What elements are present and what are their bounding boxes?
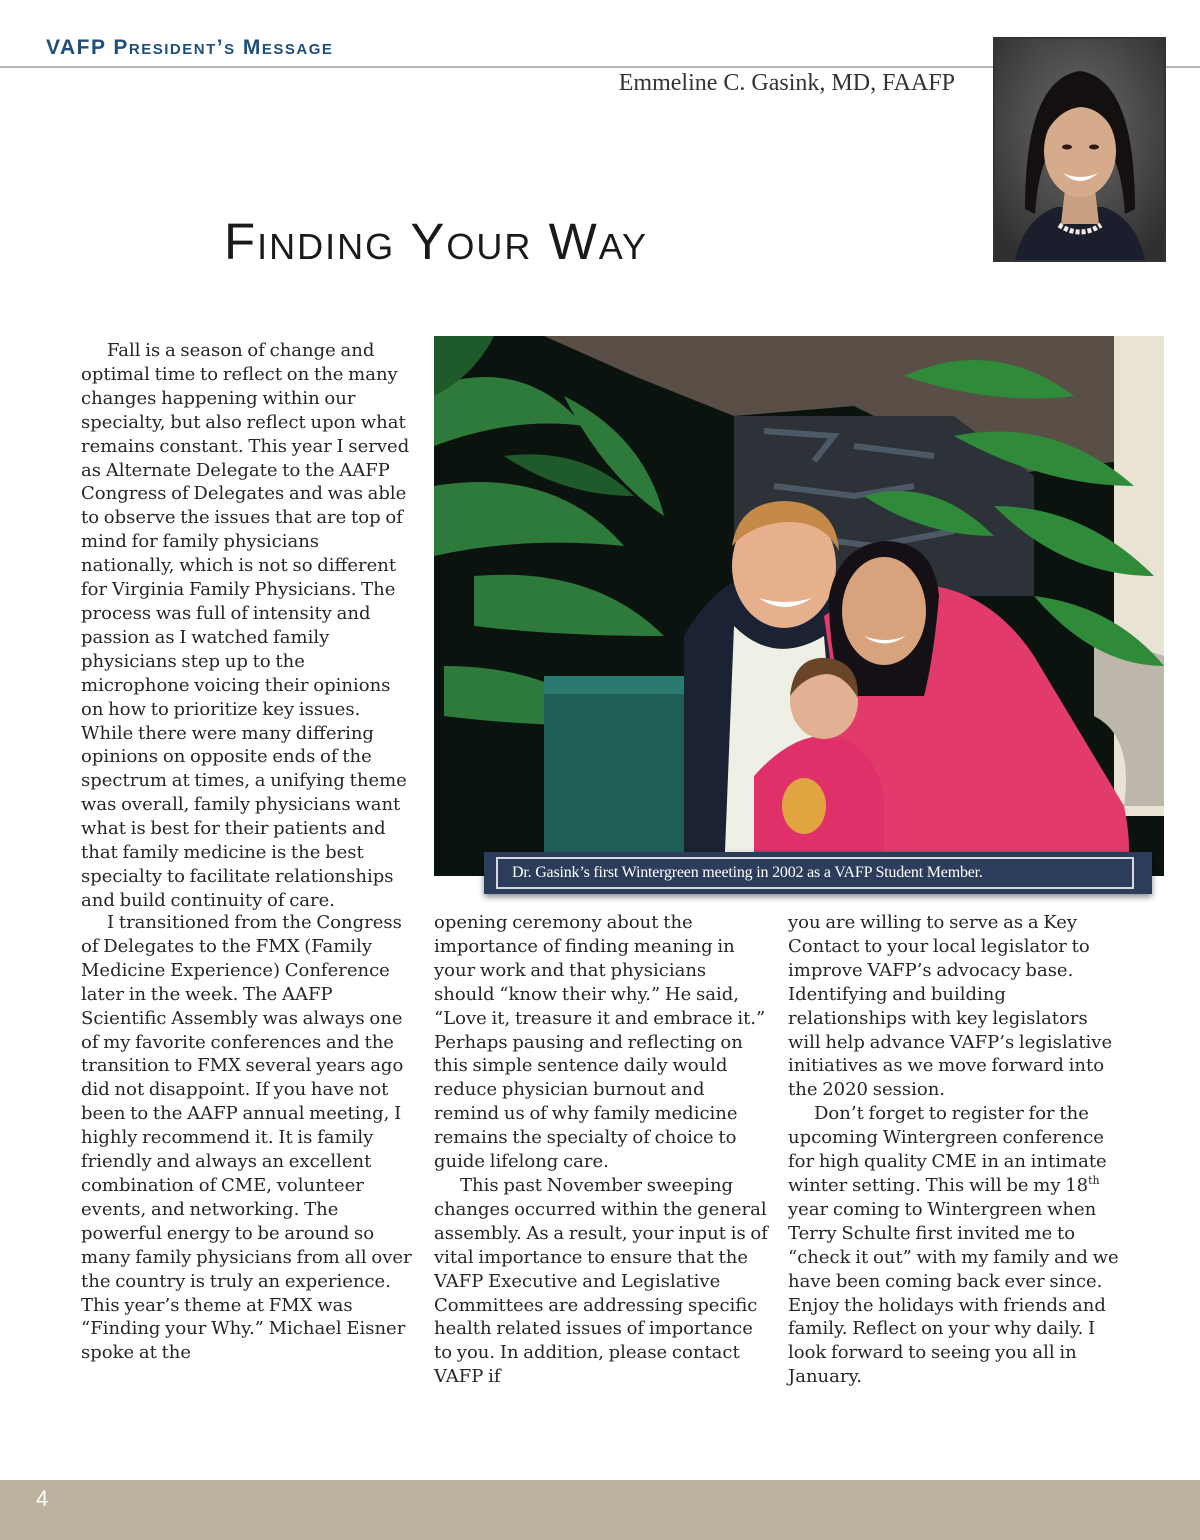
column-3 xyxy=(788,911,1124,1389)
paragraph-opening-ceremony: opening ceremony about the importance of finding meaning in your work and that physicians should “know their why.” He said, “Love it, treasure it and embrace it.” Perhaps pausing and reflecting on this simple sentence daily would reduce physician burnout and remind us of why family medicine remains the specialty of choice to guide lifelong care. xyxy=(434,912,766,1173)
column-1-bottom xyxy=(81,911,413,1365)
footer-bar xyxy=(0,1480,1200,1540)
author-name: Emmeline C. Gasink, MD, FAAFP xyxy=(618,70,955,96)
page-number: 4 xyxy=(36,1486,49,1511)
column-1-top xyxy=(81,339,413,913)
photo-caption: Dr. Gasink’s first Wintergreen meeting in 2002 as a VAFP Student Member. xyxy=(512,864,983,881)
author-portrait xyxy=(993,37,1166,262)
ordinal-suffix: th xyxy=(1088,1173,1100,1187)
article-title: Finding Your Way xyxy=(224,213,649,270)
wintergreen-text-b: year coming to Wintergreen when Terry Schulte first invited me to “check it out” with my family and we have been coming back ever since. Enjoy the holidays with friends and family. Reflect on your why daily. I look forward to seeing you all in January. xyxy=(788,1198,1119,1388)
paragraph-fall: Fall is a season of change and optimal time to reflect on the many changes happening within our specialty, but also reflect upon what remains constant. This year I served as Alternate Delegate to the AAFP Congress of Delegates and was able to observe the issues that are top of mind for family physicians nationally, which is not so different for Virginia Family Physicians. The process was full of intensity and passion as I watched family physicians step up to the microphone voicing their opinions on how to prioritize key issues. While there were many differing opinions on opposite ends of the spectrum at times, a unifying theme was overall, family physicians want what is best for their patients and that family medicine is the best specialty to facilitate relationships and build continuity of care. xyxy=(81,340,410,911)
paragraph-fmx: I transitioned from the Congress of Delegates to the FMX (Family Medicine Experience) Conference later in the week. The AAFP Scientific Assembly was always one of my favorite conferences and the transition to FMX several years ago did not disappoint. If you have not been to the AAFP annual meeting, I highly recommend it. It is family friendly and always an excellent combination of CME, volunteer events, and networking. The powerful energy to be around so many family physicians from all over the country is truly an experience. This year’s theme at FMX was “Finding your Why.” Michael Eisner spoke at the xyxy=(81,912,412,1364)
paragraph-key-contact: you are willing to serve as a Key Contact to your local legislator to improve VAFP’s advocacy base. Identifying and building relationships with key legislators will help advance VAFP’s legislative initiatives as we move forward into the 2020 session. xyxy=(788,912,1113,1101)
column-2 xyxy=(434,911,770,1389)
paragraph-wintergreen xyxy=(788,1102,1124,1389)
article-photo xyxy=(434,336,1164,876)
photo-caption-box xyxy=(484,852,1152,894)
wintergreen-text-a: Don’t forget to register for the upcoming Wintergreen conference for high quality CME in an intimate winter setting. This will be my 18 xyxy=(788,1103,1107,1196)
paragraph-november: This past November sweeping changes occurred within the general assembly. As a result, your input is of vital importance to ensure that the VAFP Executive and Legislative Committees are addressing specific health related issues of importance to you. In addition, please contact VAFP if xyxy=(434,1174,768,1388)
section-label: VAFP President’s Message xyxy=(46,36,334,59)
photo-caption-frame xyxy=(496,857,1134,889)
